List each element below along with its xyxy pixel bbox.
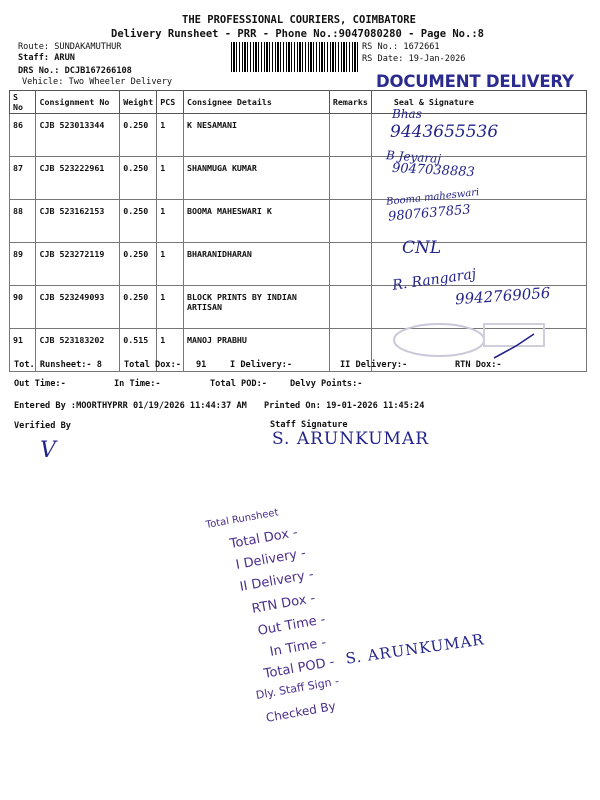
- staff-text: Staff: ARUN: [18, 53, 75, 63]
- row-remarks: [329, 200, 371, 243]
- row-consignment: CJB 523183202: [36, 329, 120, 372]
- rs-date: RS Date: 19-Jan-2026: [362, 54, 466, 64]
- row-sno: 87: [10, 157, 36, 200]
- stamp-handwritten-signature: S. ARUNKUMAR: [344, 630, 486, 668]
- document-delivery-stamp: DOCUMENT DELIVERY: [376, 72, 574, 91]
- row-remarks: [329, 286, 371, 329]
- row-weight: 0.250: [120, 243, 157, 286]
- table-header-row: [10, 91, 587, 114]
- in-time-label: In Time:-: [114, 379, 161, 389]
- tot-runsheet: Tot. Runsheet:- 8: [14, 360, 102, 370]
- stamp-i-delivery: I Delivery -: [234, 545, 307, 573]
- drs-number: [18, 66, 132, 76]
- handwritten-phone-86: 9443655536: [390, 122, 499, 142]
- faint-seal-stamp: [384, 318, 564, 360]
- stamp-rtn-dox: RTN Dox -: [250, 591, 317, 617]
- table-row: [10, 114, 587, 157]
- printed-on: Printed On: 19-01-2026 11:45:24: [264, 401, 425, 411]
- row-sno: 91: [10, 329, 36, 372]
- row-consignment: CJB 523222961: [36, 157, 120, 200]
- col-sno: S No: [10, 91, 36, 114]
- row-sno: 88: [10, 200, 36, 243]
- row-sno: 90: [10, 286, 36, 329]
- row-consignment: CJB 523013344: [36, 114, 120, 157]
- row-sno: 86: [10, 114, 36, 157]
- runsheet-title: Delivery Runsheet - PRR - Phone No.:9047080280 - Page No.:8: [111, 28, 484, 40]
- total-dox-value: 91: [196, 360, 207, 370]
- row-consignee: MANOJ PRABHU: [183, 329, 329, 372]
- row-weight: 0.250: [120, 157, 157, 200]
- barcode: [231, 42, 359, 72]
- row-pcs: 1: [157, 329, 184, 372]
- row-pcs: 1: [157, 286, 184, 329]
- row-weight: 0.250: [120, 200, 157, 243]
- row-consignee: SHANMUGA KUMAR: [183, 157, 329, 200]
- handwritten-cnl-89: CNL: [402, 238, 442, 258]
- handwritten-phone-90: 9942769056: [454, 283, 551, 309]
- drs-label: DRS No.:: [18, 66, 60, 76]
- row-remarks: [329, 114, 371, 157]
- row-pcs: 1: [157, 243, 184, 286]
- entered-by: Entered By :MOORTHYPRR 01/19/2026 11:44:37 AM: [14, 401, 247, 411]
- stamp-total-runsheet: Total Runsheet: [205, 507, 280, 531]
- i-delivery-label: I Delivery:-: [230, 360, 293, 370]
- handwritten-signature-90: R. Rangaraj: [391, 266, 478, 294]
- row-remarks: [329, 157, 371, 200]
- vehicle-text: Vehicle: Two Wheeler Delivery: [22, 77, 173, 87]
- row-remarks: [329, 243, 371, 286]
- handwritten-phone-87: 9047038883: [391, 160, 476, 181]
- verified-by-label: Verified By: [14, 421, 71, 431]
- row-consignment: CJB 523272119: [36, 243, 120, 286]
- out-time-label: Out Time:-: [14, 379, 66, 389]
- col-pcs: PCS: [157, 91, 184, 114]
- ii-delivery-label: II Delivery:-: [340, 360, 408, 370]
- table-row: [10, 157, 587, 200]
- row-weight: 0.250: [120, 114, 157, 157]
- stamp-dly-staff-sign: Dly. Staff Sign -: [254, 674, 340, 702]
- handwritten-signature-88: Booma maheswari: [385, 187, 480, 208]
- total-dox-label: Total Dox:-: [124, 360, 181, 370]
- route-text: Route: SUNDAKAMUTHUR: [18, 42, 122, 52]
- stamp-checked-by: Checked By: [264, 698, 337, 725]
- row-consignment: CJB 523249093: [36, 286, 120, 329]
- col-consignee: Consignee Details: [183, 91, 329, 114]
- row-pcs: 1: [157, 114, 184, 157]
- rs-number: RS No.: 1672661: [362, 42, 440, 52]
- row-consignment: CJB 523162153: [36, 200, 120, 243]
- company-name: THE PROFESSIONAL COURIERS, COIMBATORE: [182, 14, 416, 26]
- col-weight: Weight: [120, 91, 157, 114]
- row-sno: 89: [10, 243, 36, 286]
- col-remarks: Remarks: [329, 91, 371, 114]
- row-weight: 0.250: [120, 286, 157, 329]
- rtn-dox-label: RTN Dox:-: [455, 360, 502, 370]
- stamp-ii-delivery: II Delivery -: [238, 567, 315, 595]
- table-row: [10, 200, 587, 243]
- stamp-out-time: Out Time -: [256, 612, 327, 639]
- staff-signature-label: Staff Signature: [270, 420, 348, 430]
- row-consignee: BLOCK PRINTS BY INDIAN ARTISAN: [183, 286, 329, 329]
- total-pod-label: Total POD:-: [210, 379, 267, 389]
- row-weight: 0.515: [120, 329, 157, 372]
- stamp-total-dox: Total Dox -: [228, 525, 299, 552]
- row-pcs: 1: [157, 157, 184, 200]
- stamp-in-time: In Time -: [268, 635, 328, 660]
- verified-signature: V: [40, 438, 56, 463]
- delvy-points-label: Delvy Points:-: [290, 379, 363, 389]
- row-consignee: BHARANIDHARAN: [183, 243, 329, 286]
- handwritten-signature-87: B Jeyaraj: [385, 148, 442, 166]
- row-pcs: 1: [157, 200, 184, 243]
- row-consignee: K NESAMANI: [183, 114, 329, 157]
- drs-value: DCJB167266108: [64, 66, 132, 76]
- col-seal-signature: Seal & Signature: [371, 91, 586, 114]
- handwritten-phone-88: 9807637853: [387, 202, 472, 225]
- table-row: [10, 243, 587, 286]
- stamp-total-pod: Total POD -: [262, 654, 336, 682]
- row-consignee: BOOMA MAHESWARI K: [183, 200, 329, 243]
- staff-handwritten-signature: S. ARUNKUMAR: [272, 429, 430, 449]
- col-consignment: Consignment No: [36, 91, 120, 114]
- handwritten-signature-86: Bhas: [392, 107, 422, 121]
